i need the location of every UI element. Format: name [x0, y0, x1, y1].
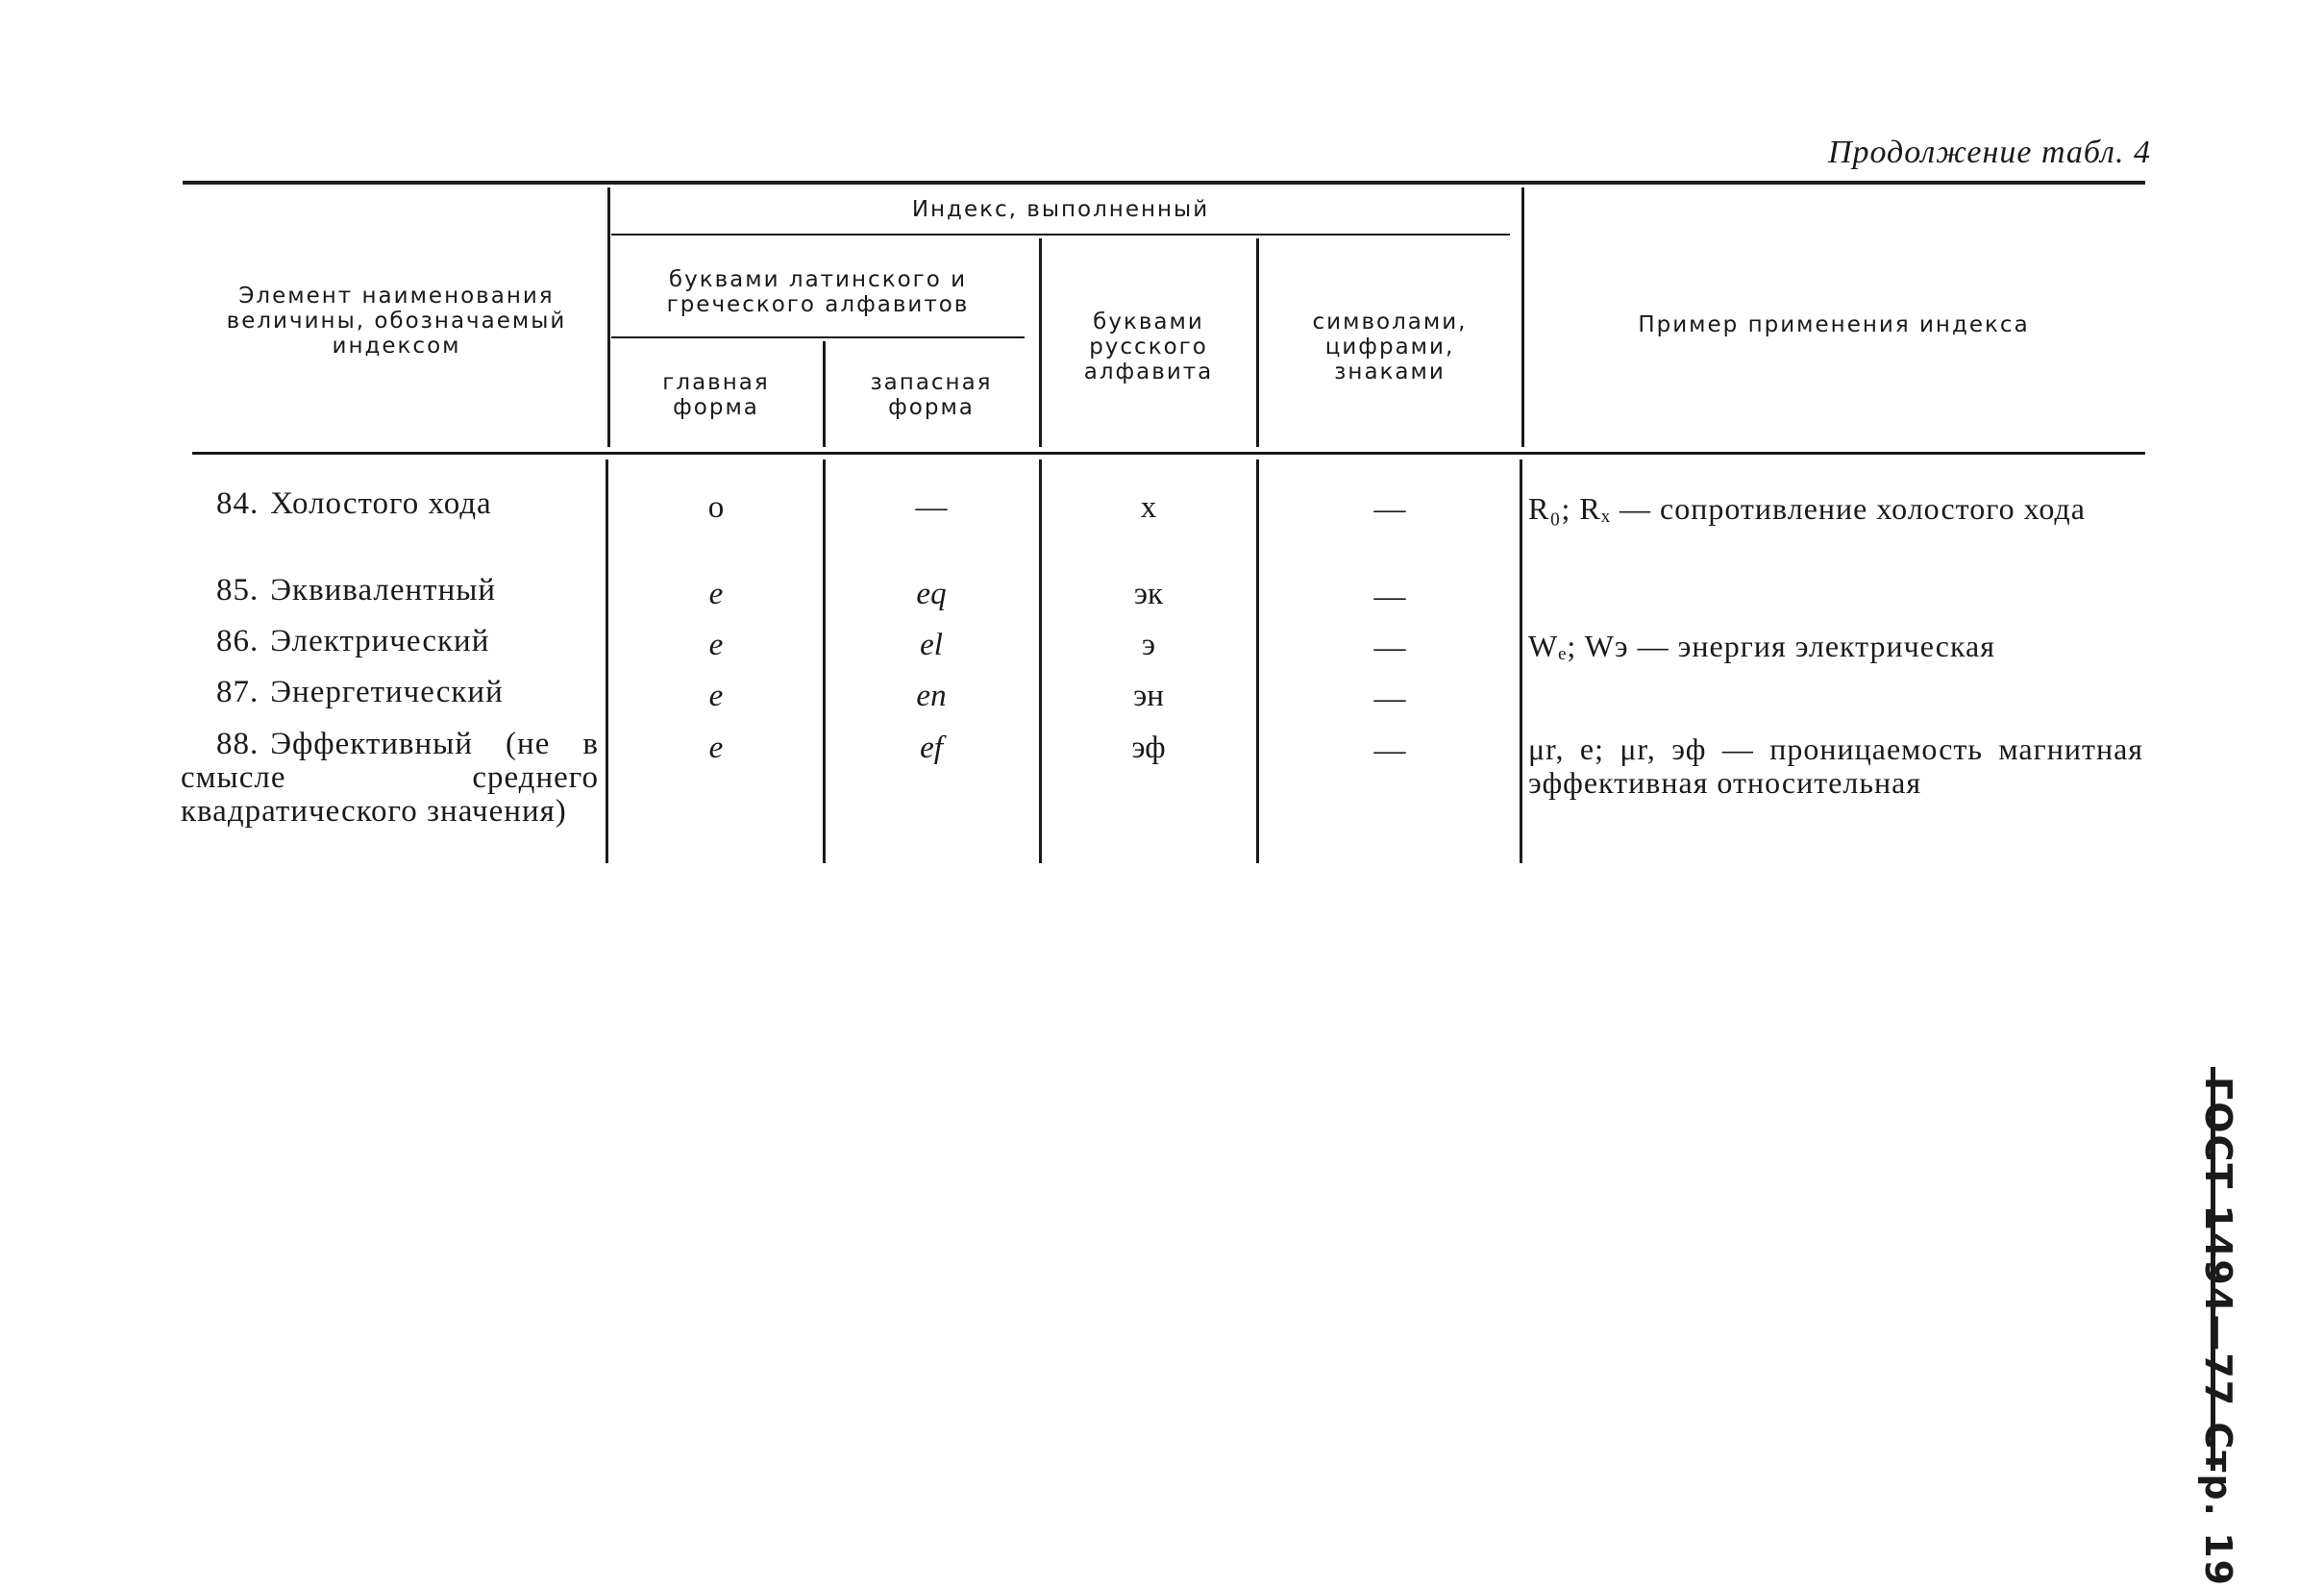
- cell-spare-form: en: [916, 679, 947, 713]
- table-row-name: [216, 487, 601, 521]
- header-russian: буквами русского алфавита: [1083, 310, 1214, 384]
- row-label: Холостого хода: [270, 486, 492, 521]
- col-divider-5-body: [1520, 459, 1522, 863]
- table-row-name: [216, 574, 601, 608]
- table-continuation-caption: Продолжение табл. 4: [1827, 135, 2151, 170]
- side-label: ГОСТ 1494—77 Стр. 19: [2197, 1077, 2239, 1587]
- row-label: Электрический: [270, 624, 490, 658]
- cell-main-form: e: [708, 577, 724, 611]
- row-number: 86.: [216, 624, 260, 658]
- header-example: Пример применения индекса: [1638, 312, 2030, 337]
- cell-example: μr, e; μr, эф — проницаемость магнитная эффективная относительная: [1528, 732, 2143, 800]
- header-index-performed: Индекс, выполненный: [911, 197, 1210, 222]
- table-top-rule: [183, 181, 2145, 185]
- cell-spare-form: el: [920, 628, 943, 662]
- col-divider-3-body: [1039, 459, 1042, 863]
- table-row-name: [216, 625, 601, 658]
- table-row-name: [181, 728, 599, 829]
- row-number: 87.: [216, 675, 260, 709]
- col-divider-3-header: [1039, 238, 1042, 447]
- col-divider-2-body: [823, 459, 826, 863]
- header-bottom-rule: [192, 452, 2145, 455]
- header-latin-greek: буквами латинского и греческого алфавитов: [666, 267, 970, 317]
- row-label: Эквивалентный: [270, 573, 497, 608]
- cell-russian: эн: [1133, 679, 1164, 713]
- col-divider-1-header: [607, 187, 610, 447]
- cell-spare-form: eq: [916, 577, 947, 611]
- cell-main-form: e: [708, 628, 724, 662]
- col-divider-1-body: [606, 459, 608, 863]
- cell-symbol: —: [1373, 682, 1406, 716]
- col-divider-4-body: [1256, 459, 1259, 863]
- header-element: Элемент наименования величины, обозначаемый индексом: [226, 284, 567, 359]
- cell-symbol: —: [1373, 733, 1406, 768]
- row-label: Энергетический: [270, 675, 504, 709]
- cell-russian: эк: [1133, 577, 1164, 611]
- row-number: 85.: [216, 573, 260, 608]
- cell-russian: х: [1140, 490, 1157, 525]
- cell-symbol: —: [1373, 492, 1406, 527]
- latin-group-rule: [611, 336, 1025, 338]
- cell-russian: э: [1141, 628, 1156, 662]
- header-symbols: символами, цифрами, знаками: [1312, 310, 1468, 384]
- col-divider-2-header: [823, 341, 826, 447]
- cell-main-form: e: [708, 731, 724, 765]
- row-label: Эффективный (не в смысле среднего квадратического значения): [181, 727, 599, 829]
- cell-spare-form: —: [915, 490, 948, 525]
- cell-main-form: o: [707, 490, 725, 525]
- cell-symbol: —: [1373, 580, 1406, 614]
- table-row-name: [216, 676, 601, 709]
- cell-russian: эф: [1131, 731, 1166, 765]
- row-number: 84.: [216, 486, 260, 521]
- header-spare-form: запасная форма: [870, 370, 993, 420]
- cell-spare-form: ef: [920, 731, 943, 765]
- cell-main-form: e: [708, 679, 724, 713]
- index-group-rule: [611, 234, 1510, 236]
- header-main-form: главная форма: [662, 370, 770, 420]
- cell-example: R₀; Rₓ — сопротивление холостого хода: [1528, 491, 2086, 526]
- cell-example: Wₑ; Wэ — энергия электрическая: [1528, 629, 1995, 663]
- cell-symbol: —: [1373, 631, 1406, 665]
- col-divider-4-header: [1256, 238, 1259, 447]
- col-divider-5-header: [1521, 187, 1524, 447]
- row-number: 88.: [216, 727, 260, 761]
